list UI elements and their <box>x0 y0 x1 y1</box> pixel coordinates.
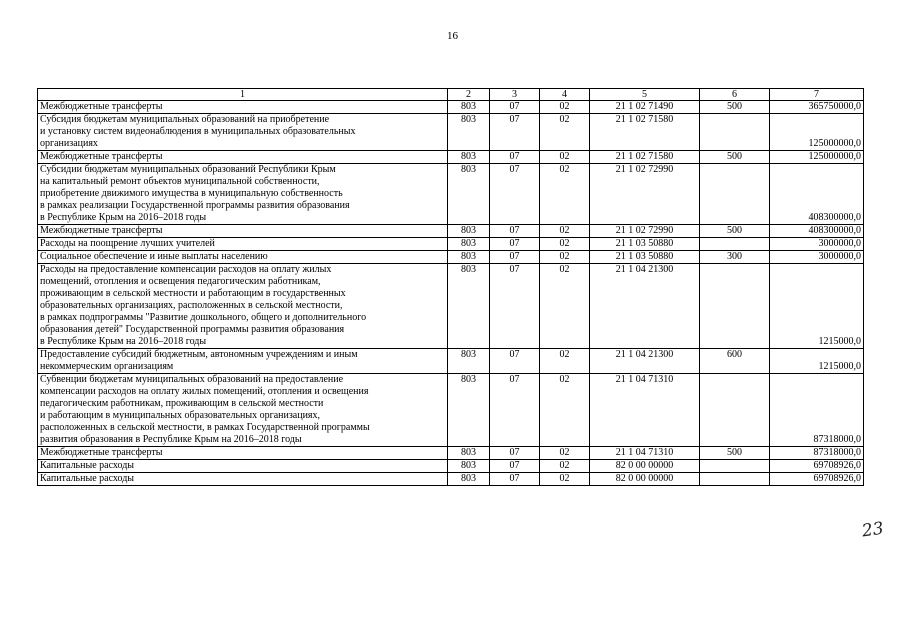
expense-type-cell <box>700 473 770 486</box>
header-cell: 7 <box>770 89 864 101</box>
row-name-cell: Расходы на поощрение лучших учителей <box>38 238 448 251</box>
table-row <box>38 114 864 151</box>
amount-cell: 408300000,0 <box>770 164 864 225</box>
target-article-cell: 82 0 00 00000 <box>590 473 700 486</box>
amount-cell: 1215000,0 <box>770 349 864 374</box>
row-name-cell: Межбюджетные трансферты <box>38 151 448 164</box>
subsection-code-cell: 02 <box>540 164 590 225</box>
table-row <box>38 251 864 264</box>
subsection-code-cell: 02 <box>540 151 590 164</box>
row-name-cell: Межбюджетные трансферты <box>38 101 448 114</box>
target-article-cell: 21 1 02 71580 <box>590 114 700 151</box>
amount-cell: 1215000,0 <box>770 264 864 349</box>
target-article-cell: 21 1 02 71580 <box>590 151 700 164</box>
expense-type-cell <box>700 114 770 151</box>
target-article-cell: 21 1 02 72990 <box>590 164 700 225</box>
handwritten-page-note: 23 <box>860 518 885 542</box>
header-cell: 1 <box>38 89 448 101</box>
section-code-cell: 07 <box>490 114 540 151</box>
subsection-code-cell: 02 <box>540 114 590 151</box>
ministry-code-cell: 803 <box>448 349 490 374</box>
header-cell: 3 <box>490 89 540 101</box>
target-article-cell: 21 1 02 71490 <box>590 101 700 114</box>
table-row <box>38 164 864 225</box>
table-row <box>38 447 864 460</box>
amount-cell: 87318000,0 <box>770 374 864 447</box>
row-name-cell: Субвенции бюджетам муниципальных образований на предоставление компенсации расходов на оплату жилых помещений, отопления и освещения педагогическим работникам, проживающим в сельской местности и работающим в муниципальных образовательных организациях, расположенных в сельской местности, в рамках Государственной программы развития образования в Республике Крым на 2016–2018 годы <box>38 374 448 447</box>
section-code-cell: 07 <box>490 264 540 349</box>
expense-type-cell: 500 <box>700 151 770 164</box>
target-article-cell: 21 1 03 50880 <box>590 251 700 264</box>
subsection-code-cell: 02 <box>540 473 590 486</box>
amount-cell: 125000000,0 <box>770 151 864 164</box>
section-code-cell: 07 <box>490 164 540 225</box>
section-code-cell: 07 <box>490 101 540 114</box>
row-name-cell: Межбюджетные трансферты <box>38 225 448 238</box>
expense-type-cell: 600 <box>700 349 770 374</box>
header-cell: 4 <box>540 89 590 101</box>
ministry-code-cell: 803 <box>448 164 490 225</box>
table-row <box>38 374 864 447</box>
expense-type-cell <box>700 238 770 251</box>
ministry-code-cell: 803 <box>448 264 490 349</box>
section-code-cell: 07 <box>490 447 540 460</box>
amount-cell: 3000000,0 <box>770 251 864 264</box>
table-row <box>38 349 864 374</box>
subsection-code-cell: 02 <box>540 349 590 374</box>
ministry-code-cell: 803 <box>448 114 490 151</box>
ministry-code-cell: 803 <box>448 447 490 460</box>
subsection-code-cell: 02 <box>540 238 590 251</box>
header-row <box>38 89 864 101</box>
row-name-cell: Расходы на предоставление компенсации расходов на оплату жилых помещений, отопления и освещения педагогическим работникам, проживающим в сельской местности и работающим в государственных образовательных организациях, расположенных в сельской местности, в рамках подпрограммы "Развитие дошкольного, общего и дополнительного образования детей" Государственной программы развития образования в Республике Крым на 2016–2018 годы <box>38 264 448 349</box>
expense-type-cell: 500 <box>700 225 770 238</box>
section-code-cell: 07 <box>490 225 540 238</box>
section-code-cell: 07 <box>490 238 540 251</box>
subsection-code-cell: 02 <box>540 447 590 460</box>
table-row <box>38 238 864 251</box>
expense-type-cell: 300 <box>700 251 770 264</box>
ministry-code-cell: 803 <box>448 225 490 238</box>
table-row <box>38 460 864 473</box>
target-article-cell: 21 1 04 21300 <box>590 264 700 349</box>
expense-type-cell <box>700 460 770 473</box>
expense-type-cell: 500 <box>700 101 770 114</box>
expense-type-cell <box>700 164 770 225</box>
ministry-code-cell: 803 <box>448 251 490 264</box>
section-code-cell: 07 <box>490 251 540 264</box>
subsection-code-cell: 02 <box>540 460 590 473</box>
subsection-code-cell: 02 <box>540 225 590 238</box>
ministry-code-cell: 803 <box>448 374 490 447</box>
table-row <box>38 151 864 164</box>
section-code-cell: 07 <box>490 151 540 164</box>
table-row <box>38 473 864 486</box>
target-article-cell: 21 1 03 50880 <box>590 238 700 251</box>
amount-cell: 69708926,0 <box>770 460 864 473</box>
target-article-cell: 21 1 04 71310 <box>590 447 700 460</box>
amount-cell: 3000000,0 <box>770 238 864 251</box>
amount-cell: 69708926,0 <box>770 473 864 486</box>
amount-cell: 87318000,0 <box>770 447 864 460</box>
subsection-code-cell: 02 <box>540 264 590 349</box>
budget-table <box>37 88 864 486</box>
section-code-cell: 07 <box>490 349 540 374</box>
row-name-cell: Субсидии бюджетам муниципальных образований Республики Крым на капитальный ремонт объектов муниципальной собственности, приобретение движимого имущества в муниципальную собственность в рамках реализации Государственной программы развития образования в Республике Крым на 2016–2018 годы <box>38 164 448 225</box>
target-article-cell: 21 1 02 72990 <box>590 225 700 238</box>
ministry-code-cell: 803 <box>448 151 490 164</box>
table-row <box>38 225 864 238</box>
section-code-cell: 07 <box>490 374 540 447</box>
expense-type-cell <box>700 264 770 349</box>
target-article-cell: 21 1 04 71310 <box>590 374 700 447</box>
amount-cell: 125000000,0 <box>770 114 864 151</box>
page-number: 16 <box>447 30 458 42</box>
subsection-code-cell: 02 <box>540 101 590 114</box>
row-name-cell: Капитальные расходы <box>38 473 448 486</box>
subsection-code-cell: 02 <box>540 251 590 264</box>
header-cell: 2 <box>448 89 490 101</box>
ministry-code-cell: 803 <box>448 101 490 114</box>
subsection-code-cell: 02 <box>540 374 590 447</box>
expense-type-cell: 500 <box>700 447 770 460</box>
target-article-cell: 21 1 04 21300 <box>590 349 700 374</box>
header-cell: 6 <box>700 89 770 101</box>
row-name-cell: Межбюджетные трансферты <box>38 447 448 460</box>
ministry-code-cell: 803 <box>448 460 490 473</box>
row-name-cell: Капитальные расходы <box>38 460 448 473</box>
target-article-cell: 82 0 00 00000 <box>590 460 700 473</box>
row-name-cell: Предоставление субсидий бюджетным, автономным учреждениям и иным некоммерческим организациям <box>38 349 448 374</box>
table-row <box>38 264 864 349</box>
expense-type-cell <box>700 374 770 447</box>
row-name-cell: Социальное обеспечение и иные выплаты населению <box>38 251 448 264</box>
ministry-code-cell: 803 <box>448 238 490 251</box>
section-code-cell: 07 <box>490 460 540 473</box>
ministry-code-cell: 803 <box>448 473 490 486</box>
amount-cell: 365750000,0 <box>770 101 864 114</box>
section-code-cell: 07 <box>490 473 540 486</box>
header-cell: 5 <box>590 89 700 101</box>
row-name-cell: Субсидия бюджетам муниципальных образований на приобретение и установку систем видеонаблюдения в муниципальных образовательных организациях <box>38 114 448 151</box>
amount-cell: 408300000,0 <box>770 225 864 238</box>
table-row <box>38 101 864 114</box>
